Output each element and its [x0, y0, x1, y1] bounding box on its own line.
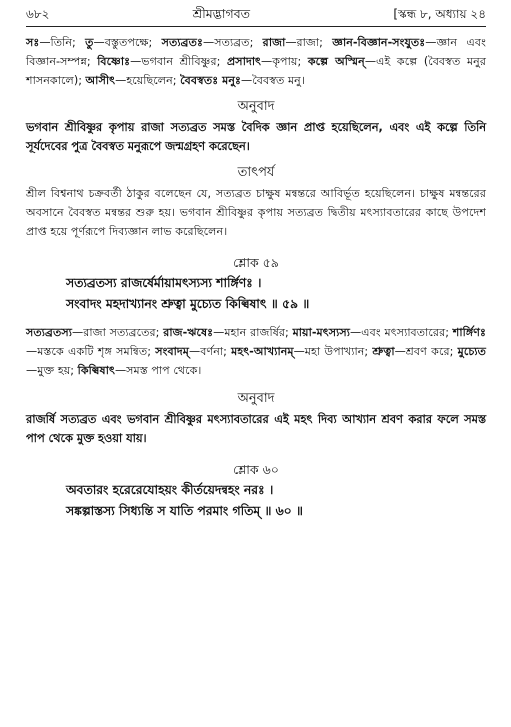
synonym-word: কিল্বিষাৎ — [77, 364, 115, 377]
synonym-word: বৈবস্বতঃ মনুঃ — [180, 74, 242, 87]
synonym-word: সত্যব্রতঃ — [161, 36, 203, 49]
synonym-meaning: —তিনি; — [39, 36, 86, 49]
synonym-word: রাজা — [262, 36, 286, 49]
synonym-word: জ্ঞান-বিজ্ঞান-সংযুতঃ — [332, 36, 426, 49]
verse-title-60: শ্লোক ৬০ — [233, 462, 279, 477]
synonym-meaning: —সমস্ত পাপ থেকে। — [114, 364, 202, 377]
synonyms-58 — [26, 33, 486, 90]
purport-heading: তাৎপর্য — [237, 165, 275, 180]
translation-58: ভগবান শ্রীবিষ্ণুর কৃপায় রাজা সত্যব্রত সমস্ত বৈদিক জ্ঞান প্রাপ্ত হয়েছিলেন, এবং এই কল্পে তিনি সূর্যদেবের পুত্র বৈবস্বত মনুরূপে জন্মগ্রহণ করেছেন। — [26, 121, 486, 153]
synonym-meaning: —সত্যব্রত; — [203, 36, 263, 49]
page-header — [26, 6, 486, 27]
synonym-meaning: —জ্ঞান এবং বিজ্ঞান-সম্পন্ন; — [26, 36, 486, 68]
page-number: ৬৮২ — [26, 7, 50, 21]
verse-title-59: শ্লোক ৫৯ — [233, 255, 279, 270]
synonym-meaning: —মস্তকে একটি শৃঙ্গ সমন্বিত; — [26, 345, 156, 358]
synonym-word: শ্রুত্বা — [372, 345, 395, 358]
synonym-word: বিষ্ণোঃ — [97, 55, 131, 68]
synonym-word: মুচ্যেত — [457, 345, 486, 358]
synonym-word: সত্যব্রতস্য — [26, 326, 73, 339]
synonym-meaning: —এবং মৎস্যাবতারের; — [349, 326, 453, 339]
synonym-word: রাজ-ঋষেঃ — [163, 326, 214, 339]
purport-58: শ্রীল বিশ্বনাথ চক্রবর্তী ঠাকুর বলেছেন যে, সত্যব্রত চাক্ষুষ মন্বন্তরে আবির্ভূত হয়েছিলেন। চাক্ষুষ মন্বন্তরের অবসানে বৈবস্বত মন্বন্তর শুরু হয়। ভগবান শ্রীবিষ্ণুর কৃপায় সত্যব্রত দ্বিতীয় মৎস্যাবতারের কাছে উপদেশ প্রাপ্ত হয়ে পূর্ণরূপে দিব্যজ্ঞান লাভ করেছিলেন। — [26, 187, 486, 238]
verse-59-line-2: সংবাদং মহদাখ্যানং শ্রুত্বা মুচ্যেত কিল্বিষাৎ ॥ ৫৯ ॥ — [66, 297, 310, 311]
synonym-word: শার্ঙ্গিণঃ — [452, 326, 486, 339]
verse-60-line-1: অবতারং হরেরেযোহয়ং কীর্তয়েদন্বহং নরঃ । — [66, 483, 274, 497]
synonym-word: সংবাদম্ — [155, 345, 190, 358]
book-page — [26, 6, 486, 522]
synonym-word: সঃ — [26, 36, 40, 49]
verse-59-line-1: সত্যব্রতস্য রাজর্ষের্মায়ামৎস্যস্য শার্ঙ্গিণঃ । — [66, 276, 262, 290]
synonym-meaning: —কৃপায়; — [261, 55, 308, 68]
synonym-meaning: —মহা উপাখ্যান; — [293, 345, 373, 358]
synonym-meaning: —হয়েছিলেন; — [115, 74, 181, 87]
chapter-reference: [স্কন্ধ ৮, অধ্যায় ২৪ — [393, 7, 486, 21]
synonym-meaning: —এই কল্পে (বৈবস্বত মনুর শাসনকালে); — [26, 55, 486, 87]
synonym-meaning: —রাজা সত্যব্রতের; — [72, 326, 164, 339]
synonym-word: মহৎ-আখ্যানম্ — [231, 345, 294, 358]
translation-heading-58: অনুবাদ — [237, 99, 275, 114]
synonym-meaning: —ভগবান শ্রীবিষ্ণুর; — [130, 55, 227, 68]
synonym-word: কল্পে অস্মিন্ — [307, 55, 365, 68]
synonym-meaning: —বর্ণনা; — [189, 345, 232, 358]
synonym-meaning: —বৈবস্বত মনু। — [241, 74, 305, 87]
synonyms-59 — [26, 323, 486, 380]
synonym-word: মায়া-মৎস্যস্য — [292, 326, 350, 339]
synonym-meaning: —মুক্ত হয়; — [26, 364, 78, 377]
synonym-meaning: —রাজা; — [285, 36, 333, 49]
synonym-word: তু — [85, 36, 94, 49]
synonym-meaning: —মহান রাজর্ষির; — [213, 326, 293, 339]
translation-59: রাজর্ষি সত্যব্রত এবং ভগবান শ্রীবিষ্ণুর মৎস্যাবতারের এই মহৎ দিব্য আখ্যান শ্রবণ করার ফলে সমস্ত পাপ থেকে মুক্ত হওয়া যায়। — [26, 413, 486, 445]
book-title: শ্রীমদ্ভাগবত — [192, 6, 251, 21]
synonym-meaning: —বস্তুতপক্ষে; — [93, 36, 162, 49]
verse-60-line-2: সঙ্কল্পাস্তস্য সিধ্যন্তি স যাতি পরমাং গতিম্ ॥ ৬০ ॥ — [66, 504, 303, 518]
synonym-meaning: —শ্রবণ করে; — [394, 345, 458, 358]
synonym-word: আসীৎ — [85, 74, 116, 87]
translation-heading-59: অনুবাদ — [237, 391, 275, 406]
synonym-word: প্রসাদাৎ — [226, 55, 262, 68]
